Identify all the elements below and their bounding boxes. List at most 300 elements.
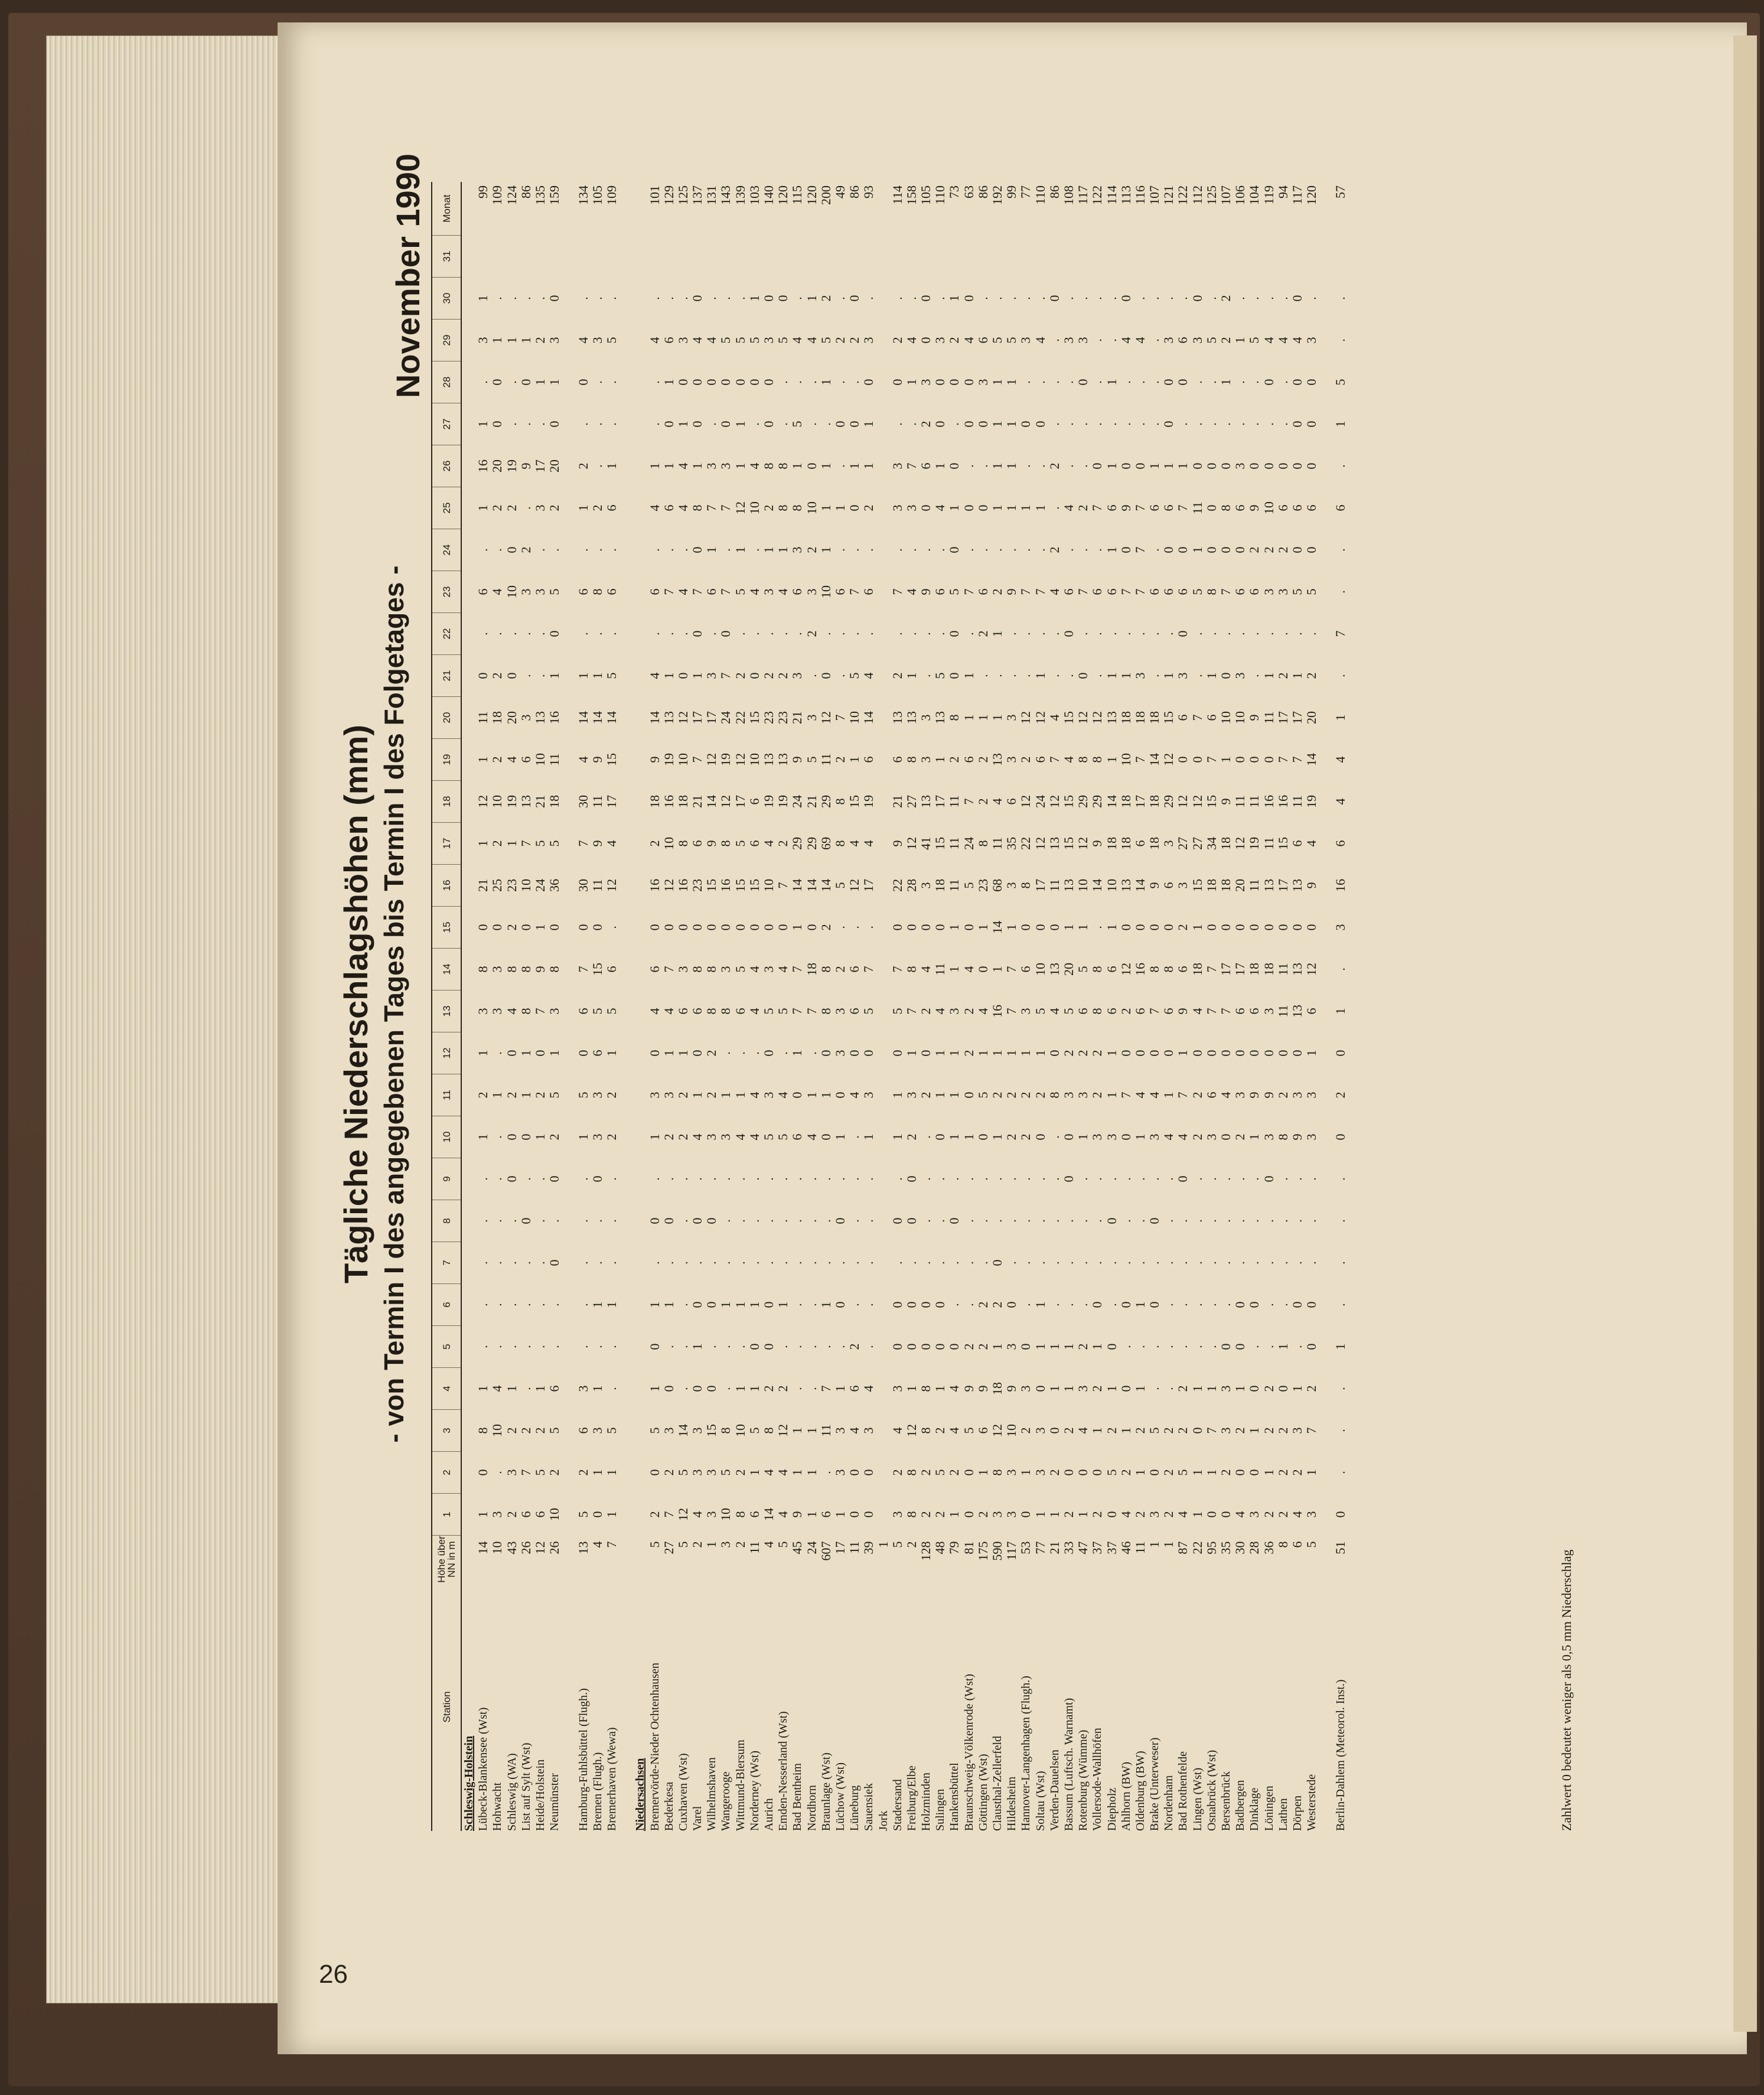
daily-value: 3 [1004, 756, 1019, 763]
daily-value: 0 [918, 1343, 934, 1350]
daily-value: 0 [1232, 924, 1248, 931]
header-height-line2: NN in m [446, 1541, 457, 1578]
daily-value: 4 [1304, 840, 1319, 847]
daily-value: 0 [1046, 924, 1062, 931]
daily-value: . [1289, 1177, 1305, 1181]
daily-value: 1 [804, 1511, 819, 1518]
daily-value: 0 [1261, 756, 1276, 763]
daily-value: 5 [533, 840, 548, 847]
daily-value: 18 [1104, 837, 1119, 850]
daily-value: . [732, 632, 748, 636]
daily-value: . [775, 1345, 791, 1348]
daily-value: 13 [990, 753, 1005, 766]
daily-value: 7 [818, 1385, 833, 1392]
daily-value: 5 [818, 337, 833, 344]
daily-value: . [1075, 1219, 1091, 1223]
daily-value: 6 [690, 1008, 705, 1015]
daily-value: 0 [1204, 1050, 1219, 1057]
daily-value: . [718, 297, 733, 300]
daily-value: 0 [647, 1343, 662, 1350]
daily-value: . [1304, 1219, 1319, 1223]
daily-value: 8 [904, 1511, 919, 1518]
station-name: Westerstede [1305, 1774, 1319, 1831]
table-row [719, 182, 733, 1831]
daily-value: 2 [1061, 1427, 1076, 1434]
daily-value: 0 [504, 546, 519, 553]
spacer-cell [562, 182, 576, 1831]
daily-value: 7 [661, 1511, 676, 1518]
daily-value: . [533, 1261, 548, 1265]
daily-value: 2 [990, 1092, 1005, 1099]
table-row [819, 182, 833, 1831]
daily-value: 1 [533, 1385, 548, 1392]
daily-value: . [1261, 297, 1276, 300]
daily-value: . [975, 1219, 990, 1223]
daily-value: . [604, 926, 619, 929]
daily-value: 4 [1118, 337, 1133, 344]
daily-value: 2 [832, 337, 847, 344]
daily-value: 7 [847, 588, 862, 595]
daily-value [1262, 236, 1276, 278]
daily-value [519, 236, 533, 278]
table-header-row [432, 182, 461, 1831]
daily-value: . [1232, 380, 1248, 384]
header-day: 16 [432, 865, 461, 907]
daily-value: 1 [690, 672, 705, 679]
daily-value: . [604, 1177, 619, 1181]
daily-value: 1 [661, 379, 676, 386]
daily-value: 0 [518, 379, 533, 386]
daily-value: . [1118, 632, 1133, 636]
daily-value: . [1032, 1177, 1048, 1181]
daily-value: 4 [1275, 337, 1290, 344]
daily-value: 0 [675, 672, 690, 679]
daily-value: 2 [490, 504, 505, 511]
daily-value: . [504, 1261, 519, 1265]
daily-value: 1 [1332, 714, 1348, 721]
daily-value: . [847, 1177, 862, 1181]
daily-value: 7 [518, 1469, 533, 1476]
daily-value: 1 [1304, 1050, 1319, 1057]
daily-value: . [1032, 464, 1048, 468]
daily-value: 19 [504, 795, 519, 808]
daily-value: . [504, 297, 519, 300]
daily-value: 0 [932, 924, 948, 931]
daily-value [676, 236, 690, 278]
daily-value: 15 [746, 711, 762, 724]
station-height: 37 [1090, 1541, 1105, 1555]
daily-value: 2 [1075, 1343, 1091, 1350]
daily-value: 0 [1161, 421, 1176, 428]
daily-value: 6 [1132, 1008, 1147, 1015]
daily-value: 3 [889, 462, 905, 470]
daily-value: 1 [1032, 1301, 1048, 1308]
daily-value: . [1032, 632, 1048, 636]
daily-value: 5 [832, 882, 847, 889]
daily-value: 3 [1147, 1511, 1162, 1518]
daily-value: . [1004, 548, 1019, 552]
daily-value: 8 [1046, 1092, 1062, 1099]
monthly-total: 125 [1204, 185, 1219, 205]
daily-value: 2 [1004, 1133, 1019, 1141]
daily-value: 17 [1275, 711, 1290, 724]
station-name: Lüchow (Wst) [833, 1762, 847, 1831]
daily-value: 1 [1046, 1511, 1062, 1518]
daily-value: . [832, 1345, 847, 1348]
daily-value: . [1289, 632, 1305, 636]
daily-value: 3 [1289, 1092, 1305, 1099]
daily-value: 8 [690, 966, 705, 973]
daily-value [876, 1032, 890, 1074]
daily-value: 4 [961, 337, 976, 344]
table-row [933, 182, 947, 1831]
daily-value: . [1332, 967, 1348, 971]
daily-value: 18 [1147, 795, 1162, 808]
daily-value: 1 [1204, 1385, 1219, 1392]
daily-value: 0 [904, 1175, 919, 1182]
daily-value: . [704, 632, 719, 636]
daily-value: 1 [1189, 1385, 1205, 1392]
daily-value: 6 [975, 337, 990, 344]
daily-value: 13 [1104, 711, 1119, 724]
daily-value: . [1175, 422, 1191, 426]
daily-value: 1 [647, 1301, 662, 1308]
page-number: 26 [319, 1960, 348, 1989]
daily-value: 0 [832, 1092, 847, 1099]
daily-value: 1 [704, 546, 719, 553]
daily-value: 4 [647, 337, 662, 344]
daily-value: . [1161, 1177, 1176, 1181]
daily-value: 8 [904, 966, 919, 973]
daily-value: 3 [1261, 1008, 1276, 1015]
daily-value: 0 [1304, 924, 1319, 931]
daily-value: 3 [718, 966, 733, 973]
daily-value: 1 [1118, 672, 1133, 679]
daily-value: . [604, 422, 619, 426]
daily-value: 2 [804, 630, 819, 637]
daily-value: 6 [790, 1133, 805, 1141]
daily-value: . [1090, 674, 1105, 677]
daily-value: 0 [1218, 1343, 1234, 1350]
daily-value: 5 [1004, 337, 1019, 344]
daily-value: . [1118, 1345, 1133, 1348]
daily-value: . [761, 632, 777, 636]
daily-value: 10 [746, 753, 762, 766]
daily-value: . [675, 1219, 690, 1223]
daily-value: . [1132, 380, 1147, 384]
daily-value: . [1332, 674, 1348, 677]
daily-value: . [1032, 1261, 1048, 1265]
daily-value: . [918, 632, 934, 636]
daily-value: 27 [1189, 837, 1205, 850]
daily-value [1191, 236, 1205, 278]
daily-value: 0 [718, 379, 733, 386]
daily-value: 18 [1189, 963, 1205, 976]
daily-value: . [732, 297, 748, 300]
daily-value: 6 [1004, 798, 1019, 805]
daily-value: 8 [918, 1427, 934, 1434]
daily-value: 2 [604, 1092, 619, 1099]
daily-value: 4 [947, 1385, 962, 1392]
daily-value: 1 [1104, 672, 1119, 679]
daily-value: 0 [1175, 1175, 1191, 1182]
daily-value: 8 [704, 1008, 719, 1015]
daily-value: 6 [704, 588, 719, 595]
daily-value: 1 [675, 421, 690, 428]
daily-value: 4 [1147, 1092, 1162, 1099]
daily-value: . [1204, 1219, 1219, 1223]
daily-value [876, 865, 890, 907]
daily-value: . [889, 422, 905, 426]
daily-value: 0 [575, 1050, 591, 1057]
daily-value: 7 [1046, 756, 1062, 763]
daily-value: 2 [961, 1050, 976, 1057]
daily-value: . [975, 1177, 990, 1181]
daily-value: 4 [804, 1133, 819, 1141]
daily-value: 3 [718, 1133, 733, 1141]
daily-value [933, 236, 947, 278]
daily-value: 23 [761, 711, 777, 724]
daily-value: 2 [1275, 672, 1290, 679]
daily-value: 0 [1118, 462, 1133, 470]
daily-value: . [1075, 632, 1091, 636]
daily-value: . [790, 1177, 805, 1181]
daily-value: 4 [746, 1008, 762, 1015]
daily-value: 2 [947, 1469, 962, 1476]
daily-value: 1 [961, 714, 976, 721]
daily-value: . [1046, 422, 1062, 426]
daily-value: . [1090, 422, 1105, 426]
daily-value: 3 [547, 337, 562, 344]
daily-value: 0 [475, 672, 491, 679]
daily-value: 0 [1161, 379, 1176, 386]
daily-value: . [504, 380, 519, 384]
daily-value: 1 [475, 1133, 491, 1141]
station-name: Bad Rothenfelde [1176, 1751, 1190, 1831]
station-name: Braunlage (Wst) [819, 1752, 833, 1831]
daily-value: 11 [990, 837, 1005, 850]
daily-value: 5 [1204, 337, 1219, 344]
daily-value: 8 [1090, 966, 1105, 973]
daily-value [805, 236, 819, 278]
station-name: Sulingen [934, 1788, 947, 1831]
daily-value: 1 [732, 546, 748, 553]
daily-value [1290, 236, 1305, 278]
daily-value: 28 [904, 879, 919, 892]
daily-value: . [575, 1303, 591, 1306]
daily-value: 7 [1175, 1092, 1191, 1099]
daily-value: . [818, 422, 833, 426]
daily-value: 2 [1261, 1511, 1276, 1518]
daily-value [876, 1284, 890, 1326]
table-row [676, 182, 690, 1831]
daily-value: 5 [961, 1427, 976, 1434]
daily-value: . [490, 632, 505, 636]
monthly-total: 99 [475, 185, 491, 198]
header-month: Monat [432, 182, 461, 236]
daily-value: 10 [1218, 711, 1234, 724]
daily-value: . [1118, 1261, 1133, 1265]
daily-value [919, 236, 933, 278]
daily-value: 11 [1232, 795, 1248, 808]
daily-value: 3 [1032, 1469, 1048, 1476]
daily-value: 16 [718, 879, 733, 892]
daily-value: 1 [1247, 1133, 1262, 1141]
daily-value: . [1004, 674, 1019, 677]
daily-value: 2 [1090, 1385, 1105, 1392]
daily-value: 1 [575, 504, 591, 511]
daily-value: 0 [504, 672, 519, 679]
daily-value: 5 [947, 588, 962, 595]
daily-value: 0 [1204, 1511, 1219, 1518]
daily-value: 16 [1332, 879, 1348, 892]
daily-value: . [832, 632, 847, 636]
daily-value: 4 [1046, 588, 1062, 595]
header-day: 5 [432, 1326, 461, 1368]
daily-value: 1 [990, 1343, 1005, 1350]
daily-value: . [1046, 1219, 1062, 1223]
daily-value: 0 [1204, 462, 1219, 470]
daily-value: 17 [932, 795, 948, 808]
daily-value: . [1161, 297, 1176, 300]
daily-value: 1 [589, 1385, 605, 1392]
daily-value: 4 [932, 1008, 948, 1015]
daily-value: 2 [504, 1092, 519, 1099]
daily-value: 1 [1261, 1469, 1276, 1476]
table-row [591, 182, 605, 1831]
daily-value: 8 [518, 966, 533, 973]
daily-value: 11 [1189, 501, 1205, 514]
daily-value: 6 [1075, 1008, 1091, 1015]
daily-value: . [1132, 1261, 1147, 1265]
monthly-total: 114 [1104, 185, 1119, 205]
daily-value: 7 [1304, 1427, 1319, 1434]
daily-value: . [804, 1345, 819, 1348]
daily-value: 0 [490, 379, 505, 386]
daily-value: 1 [1218, 379, 1234, 386]
daily-value: 5 [732, 588, 748, 595]
daily-value: 5 [575, 1092, 591, 1099]
daily-value: 4 [918, 966, 934, 973]
daily-value: 1 [1018, 504, 1033, 511]
daily-value: 15 [1204, 795, 1219, 808]
daily-value: . [718, 1051, 733, 1055]
daily-value: 3 [1090, 1133, 1105, 1141]
daily-value: 1 [990, 1133, 1005, 1141]
daily-value [690, 236, 705, 278]
month-year: November 1990 [389, 154, 426, 399]
daily-value: 5 [718, 1469, 733, 1476]
table-row [1305, 182, 1319, 1831]
daily-value: 8 [1147, 966, 1162, 973]
daily-value: . [947, 1177, 962, 1181]
daily-value: 0 [947, 672, 962, 679]
daily-value [876, 236, 890, 278]
daily-value: . [790, 1387, 805, 1390]
daily-value: 1 [818, 379, 833, 386]
daily-value: 1 [732, 421, 748, 428]
daily-value: 0 [961, 924, 976, 931]
daily-value: 10 [1104, 879, 1119, 892]
daily-value: 7 [1204, 756, 1219, 763]
daily-value: . [1261, 1219, 1276, 1223]
daily-value: . [918, 1219, 934, 1223]
daily-value: 8 [761, 1427, 777, 1434]
daily-value: 4 [704, 337, 719, 344]
daily-value: . [504, 632, 519, 636]
daily-value: . [1189, 632, 1205, 636]
daily-value: 14 [1090, 879, 1105, 892]
daily-value [876, 1368, 890, 1410]
daily-value: 1 [575, 672, 591, 679]
daily-value: 2 [1118, 1469, 1133, 1476]
daily-value: 0 [661, 1385, 676, 1392]
daily-value: . [661, 1177, 676, 1181]
monthly-total: 86 [518, 185, 533, 198]
daily-value: 0 [1232, 1301, 1248, 1308]
daily-value: 0 [1261, 924, 1276, 931]
header-day: 19 [432, 739, 461, 781]
daily-value: . [861, 297, 876, 300]
daily-value: . [1332, 1303, 1348, 1306]
daily-value: 4 [947, 1427, 962, 1434]
daily-value: 7 [1289, 756, 1305, 763]
daily-value: 20 [504, 711, 519, 724]
station-height: 26 [518, 1541, 533, 1555]
daily-value: 8 [775, 504, 791, 511]
daily-value: 15 [847, 795, 862, 808]
daily-value [647, 236, 661, 278]
daily-value: . [1018, 1219, 1033, 1223]
monthly-total: 122 [1175, 185, 1191, 205]
daily-value: 0 [1204, 924, 1219, 931]
daily-value: 7 [790, 966, 805, 973]
daily-value: 5 [775, 1133, 791, 1141]
daily-value: . [1075, 297, 1091, 300]
daily-value: . [1132, 632, 1147, 636]
daily-value: 5 [547, 840, 562, 847]
daily-value: . [746, 422, 762, 426]
daily-value: 1 [1204, 1469, 1219, 1476]
station-name: Wittmund-Blersum [733, 1739, 747, 1831]
daily-value: . [1118, 1219, 1133, 1223]
daily-value: 2 [1132, 1511, 1147, 1518]
header-day: 7 [432, 1242, 461, 1284]
daily-value: 1 [1175, 462, 1191, 470]
daily-value: 4 [961, 966, 976, 973]
daily-value: 3 [804, 714, 819, 721]
daily-value: 17 [604, 795, 619, 808]
daily-value: 0 [1332, 1050, 1348, 1057]
daily-value: 2 [761, 672, 777, 679]
daily-value: 12 [1032, 711, 1048, 724]
daily-value: 0 [1275, 1385, 1290, 1392]
daily-value: 4 [1289, 1511, 1305, 1518]
daily-value: 1 [818, 546, 833, 553]
daily-value: 25 [490, 879, 505, 892]
daily-value: 0 [1289, 295, 1305, 302]
daily-value: 0 [732, 379, 748, 386]
daily-value: 0 [847, 421, 862, 428]
daily-value: 1 [518, 1092, 533, 1099]
daily-value: 5 [961, 882, 976, 889]
table-row [891, 182, 905, 1831]
daily-value: 0 [504, 1133, 519, 1141]
daily-value: 6 [1061, 588, 1076, 595]
daily-value: 1 [475, 1050, 491, 1057]
daily-value: 3 [690, 1427, 705, 1434]
daily-value: . [675, 1345, 690, 1348]
